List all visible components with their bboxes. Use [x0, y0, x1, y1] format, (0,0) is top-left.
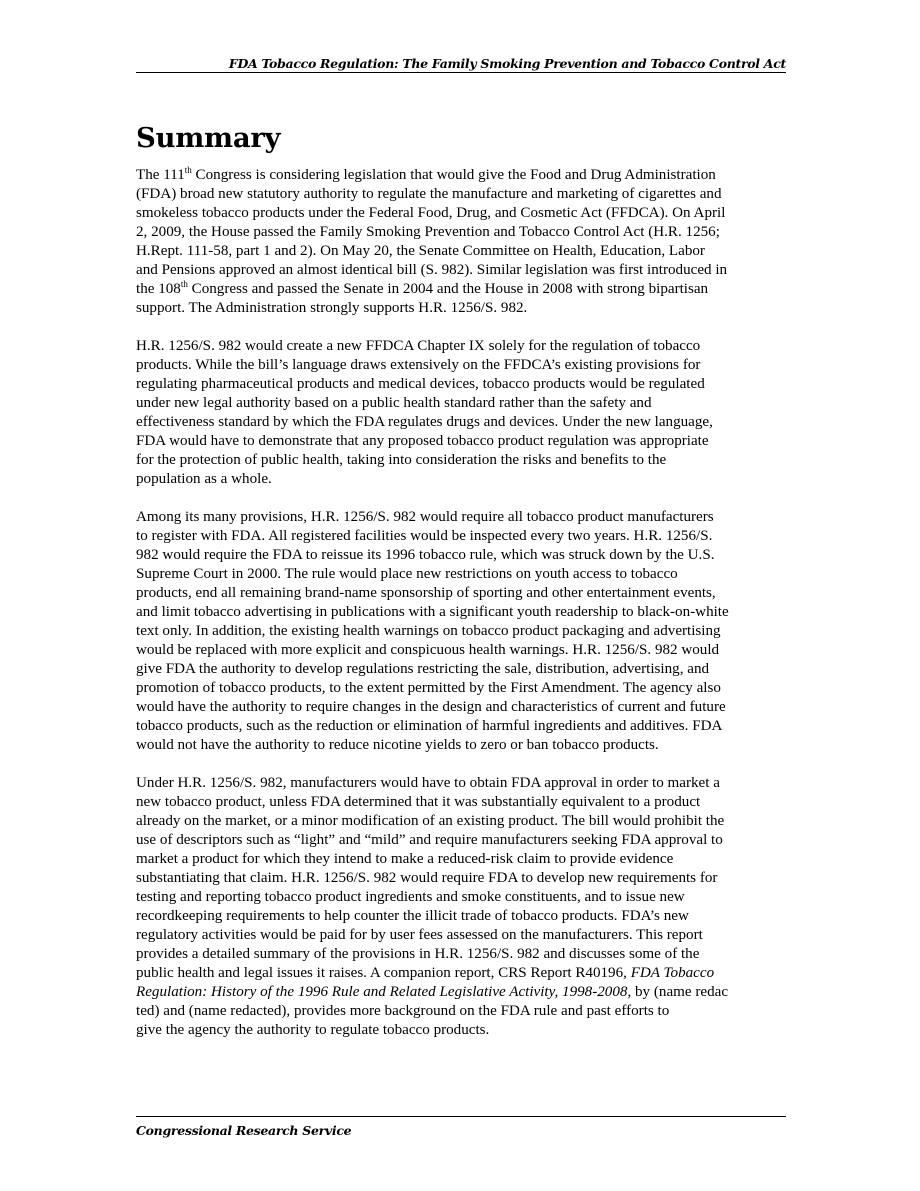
text-line: would be replaced with more explicit and conspicuous health warnings. H.R. 1256/S. 982 would [136, 642, 720, 658]
running-title: FDA Tobacco Regulation: The Family Smoking Prevention and Tobacco Control Act [228, 56, 786, 71]
text-line: The 111th Congress is considering legislation that would give the Food and Drug Administration [136, 165, 716, 183]
text-line: and limit tobacco advertising in publications with a significant youth readership to black-on-white [136, 604, 729, 620]
text-line: ted) and (name redacted), provides more background on the FDA rule and past efforts to [136, 1003, 670, 1019]
text-line: regulatory activities would be paid for by user fees assessed on the manufacturers. This report [136, 927, 703, 943]
paragraph [136, 337, 788, 489]
page-footer [136, 1116, 786, 1140]
text-line: 2, 2009, the House passed the Family Smoking Prevention and Tobacco Control Act (H.R. 1256; [136, 224, 720, 240]
text-line: and Pensions approved an almost identical bill (S. 982). Similar legislation was first introduced in [136, 262, 728, 278]
text-line: Among its many provisions, H.R. 1256/S. 982 would require all tobacco product manufacturers [136, 509, 714, 525]
text-line: use of descriptors such as “light” and “mild” and require manufacturers seeking FDA approval to [136, 832, 723, 848]
paragraph [136, 774, 788, 1040]
section-heading: Summary [136, 122, 281, 154]
text-line: products, end all remaining brand-name sponsorship of sporting and other entertainment events, [136, 585, 716, 601]
text-line: text only. In addition, the existing health warnings on tobacco product packaging and advertising [136, 623, 721, 639]
text-line: (FDA) broad new statutory authority to regulate the manufacture and marketing of cigarettes and [136, 186, 722, 202]
text-line: smokeless tobacco products under the Federal Food, Drug, and Cosmetic Act (FFDCA). On April [136, 205, 726, 221]
text-line: H.Rept. 111-58, part 1 and 2). On May 20, the Senate Committee on Health, Education, Labor [136, 243, 705, 259]
text-line: give the agency the authority to regulate tobacco products. [136, 1022, 490, 1038]
text-line: market a product for which they intend to make a reduced-risk claim to provide evidence [136, 851, 674, 867]
paragraph [136, 166, 788, 318]
text-line: Under H.R. 1256/S. 982, manufacturers would have to obtain FDA approval in order to market a [136, 775, 720, 791]
report-title: FDA Tobacco [630, 965, 715, 981]
superscript: th [184, 165, 192, 175]
text-line: the 108th Congress and passed the Senate in 2004 and the House in 2008 with strong bipartisan [136, 279, 709, 297]
text-line: Regulation: History of the 1996 Rule and Related Legislative Activity, 1998-2008, by (name redac [136, 984, 729, 1000]
text-line: H.R. 1256/S. 982 would create a new FFDCA Chapter IX solely for the regulation of tobacco [136, 338, 701, 354]
text-line: already on the market, or a minor modification of an existing product. The bill would prohibit the [136, 813, 725, 829]
text-line: promotion of tobacco products, to the extent permitted by the First Amendment. The agency also [136, 680, 721, 696]
text-line: recordkeeping requirements to help counter the illicit trade of tobacco products. FDA’s new [136, 908, 689, 924]
text-line: FDA would have to demonstrate that any proposed tobacco product regulation was appropriate [136, 433, 709, 449]
text-line: would have the authority to require changes in the design and characteristics of current and future [136, 699, 726, 715]
superscript: th [180, 279, 188, 289]
text-line: to register with FDA. All registered facilities would be inspected every two years. H.R. 1256/S. [136, 528, 713, 544]
summary-body [136, 166, 788, 1059]
report-title: Regulation: History of the 1996 Rule and Related Legislative Activity, 1998-2008 [136, 984, 628, 1000]
text-line: give FDA the authority to develop regulations restricting the sale, distribution, advertising, and [136, 661, 710, 677]
text-line: under new legal authority based on a public health standard rather than the safety and [136, 395, 652, 411]
text-line: 982 would require the FDA to reissue its 1996 tobacco rule, which was struck down by the U.S. [136, 547, 715, 563]
text-line: population as a whole. [136, 471, 272, 487]
text-line: Supreme Court in 2000. The rule would place new restrictions on youth access to tobacco [136, 566, 678, 582]
publisher-name: Congressional Research Service [136, 1123, 352, 1138]
text-line: support. The Administration strongly supports H.R. 1256/S. 982. [136, 300, 528, 316]
text-line: new tobacco product, unless FDA determined that it was substantially equivalent to a product [136, 794, 701, 810]
text-line: tobacco products, such as the reduction or elimination of harmful ingredients and additives. FDA [136, 718, 723, 734]
text-line: substantiating that claim. H.R. 1256/S. 982 would require FDA to develop new requirements for [136, 870, 718, 886]
text-line: products. While the bill’s language draws extensively on the FFDCA’s existing provisions for [136, 357, 701, 373]
paragraph [136, 508, 788, 755]
text-line: testing and reporting tobacco product ingredients and smoke constituents, and to issue new [136, 889, 685, 905]
text-line: regulating pharmaceutical products and medical devices, tobacco products would be regulated [136, 376, 705, 392]
text-line: for the protection of public health, taking into consideration the risks and benefits to the [136, 452, 667, 468]
text-line: provides a detailed summary of the provisions in H.R. 1256/S. 982 and discusses some of the [136, 946, 700, 962]
text-line: would not have the authority to reduce nicotine yields to zero or ban tobacco products. [136, 737, 659, 753]
text-line: public health and legal issues it raises. A companion report, CRS Report R40196, FDA Tobacco [136, 965, 715, 981]
text-line: effectiveness standard by which the FDA regulates drugs and devices. Under the new language, [136, 414, 713, 430]
running-header [136, 54, 786, 73]
